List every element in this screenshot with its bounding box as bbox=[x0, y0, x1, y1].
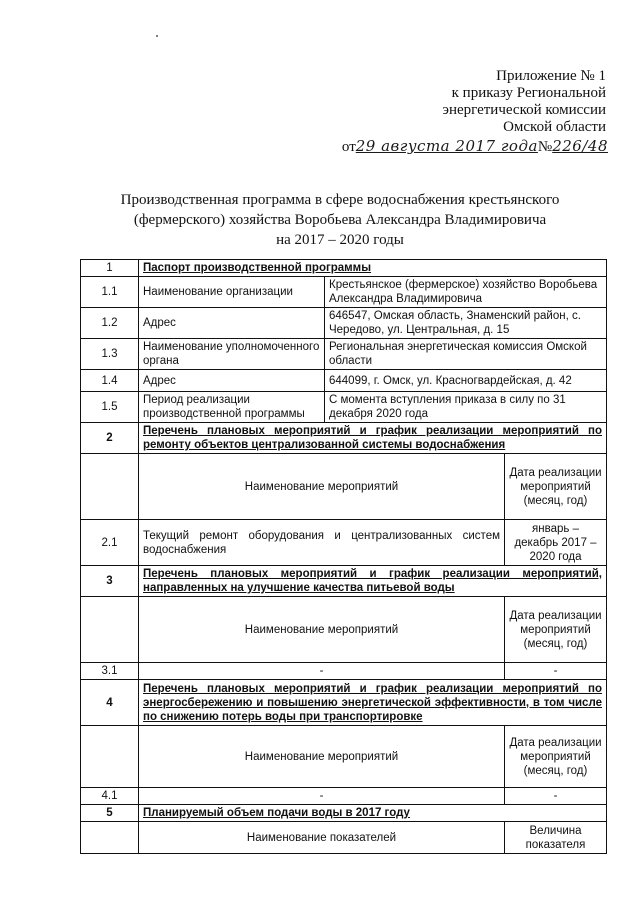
table-row bbox=[81, 520, 607, 566]
row-name: - bbox=[139, 663, 505, 680]
scan-speck bbox=[156, 35, 158, 37]
annex-line: Приложение № 1 bbox=[496, 68, 606, 84]
order-date: 29 августа 2017 года bbox=[355, 137, 538, 155]
table-row bbox=[81, 277, 607, 308]
column-header-name: Наименование мероприятий bbox=[139, 726, 505, 788]
title-line: Производственная программа в сфере водоснабжения крестьянского bbox=[120, 192, 560, 208]
order-reference bbox=[342, 137, 608, 156]
row-number: 1.2 bbox=[81, 308, 139, 339]
table-row bbox=[81, 663, 607, 680]
section-number: 2 bbox=[81, 423, 139, 454]
row-number: 1.1 bbox=[81, 277, 139, 308]
row-name: Текущий ремонт оборудования и централизованных систем водоснабжения bbox=[139, 520, 505, 566]
column-header-name: Наименование мероприятий bbox=[139, 454, 505, 520]
row-label: Наименование организации bbox=[139, 277, 325, 308]
table-row bbox=[81, 370, 607, 392]
annex-line: Омской области bbox=[503, 119, 606, 135]
table-row bbox=[81, 788, 607, 805]
column-header-value: Величина показателя bbox=[505, 822, 607, 854]
document-title bbox=[80, 190, 600, 250]
row-value: С момента вступления приказа в силу по 31 декабря 2020 года bbox=[325, 392, 607, 423]
row-number: 3.1 bbox=[81, 663, 139, 680]
section-title: Перечень плановых мероприятий и график реализации мероприятий по ремонту объектов централизованной системы водоснабжения bbox=[139, 423, 607, 454]
section-number: 5 bbox=[81, 805, 139, 822]
row-label: Период реализации производственной программы bbox=[139, 392, 325, 423]
row-number: 2.1 bbox=[81, 520, 139, 566]
table-row bbox=[81, 308, 607, 339]
section-number: 1 bbox=[81, 260, 139, 277]
table-row bbox=[81, 392, 607, 423]
section-number: 4 bbox=[81, 680, 139, 726]
column-header-date: Дата реализации мероприятий (месяц, год) bbox=[505, 454, 607, 520]
section-title: Перечень плановых мероприятий и график реализации мероприятий по энергосбережению и повышению энергетической эффективности, в том числе по снижению потерь воды при транспортировке bbox=[139, 680, 607, 726]
row-number: 4.1 bbox=[81, 788, 139, 805]
row-value: 646547, Омская область, Знаменский район, с. Чередово, ул. Центральная, д. 15 bbox=[325, 308, 607, 339]
row-date: январь – декабрь 2017 – 2020 года bbox=[505, 520, 607, 566]
row-number: 1.4 bbox=[81, 370, 139, 392]
annex-line: к приказу Региональной bbox=[451, 85, 606, 101]
section-number: 3 bbox=[81, 566, 139, 597]
row-number: 1.5 bbox=[81, 392, 139, 423]
column-header-name: Наименование показателей bbox=[139, 822, 505, 854]
row-number: 1.3 bbox=[81, 339, 139, 370]
annex-line: энергетической комиссии bbox=[442, 102, 606, 118]
title-line: на 2017 – 2020 годы bbox=[276, 232, 404, 248]
program-table bbox=[80, 259, 607, 854]
order-prefix: от bbox=[341, 139, 356, 155]
column-header-name: Наименование мероприятий bbox=[139, 597, 505, 663]
column-header-date: Дата реализации мероприятий (месяц, год) bbox=[505, 726, 607, 788]
row-value: Региональная энергетическая комиссия Омской области bbox=[325, 339, 607, 370]
row-label: Наименование уполномоченного органа bbox=[139, 339, 325, 370]
row-value: Крестьянское (фермерское) хозяйство Воробьева Александра Владимировича bbox=[325, 277, 607, 308]
row-date: - bbox=[505, 663, 607, 680]
order-no-label: № bbox=[537, 139, 553, 155]
order-number: 226/48 bbox=[552, 137, 608, 155]
section-title: Планируемый объем подачи воды в 2017 году bbox=[139, 805, 607, 822]
row-label: Адрес bbox=[139, 370, 325, 392]
section-title: Паспорт производственной программы bbox=[139, 260, 607, 277]
annex-header bbox=[443, 68, 606, 136]
column-header-date: Дата реализации мероприятий (месяц, год) bbox=[505, 597, 607, 663]
row-name: - bbox=[139, 788, 505, 805]
row-date: - bbox=[505, 788, 607, 805]
row-label: Адрес bbox=[139, 308, 325, 339]
row-value: 644099, г. Омск, ул. Красногвардейская, д. 42 bbox=[325, 370, 607, 392]
title-line: (фермерского) хозяйства Воробьева Александра Владимировича bbox=[133, 212, 547, 228]
section-title: Перечень плановых мероприятий и график реализации мероприятий, направленных на улучшение качества питьевой воды bbox=[139, 566, 607, 597]
table-row bbox=[81, 339, 607, 370]
